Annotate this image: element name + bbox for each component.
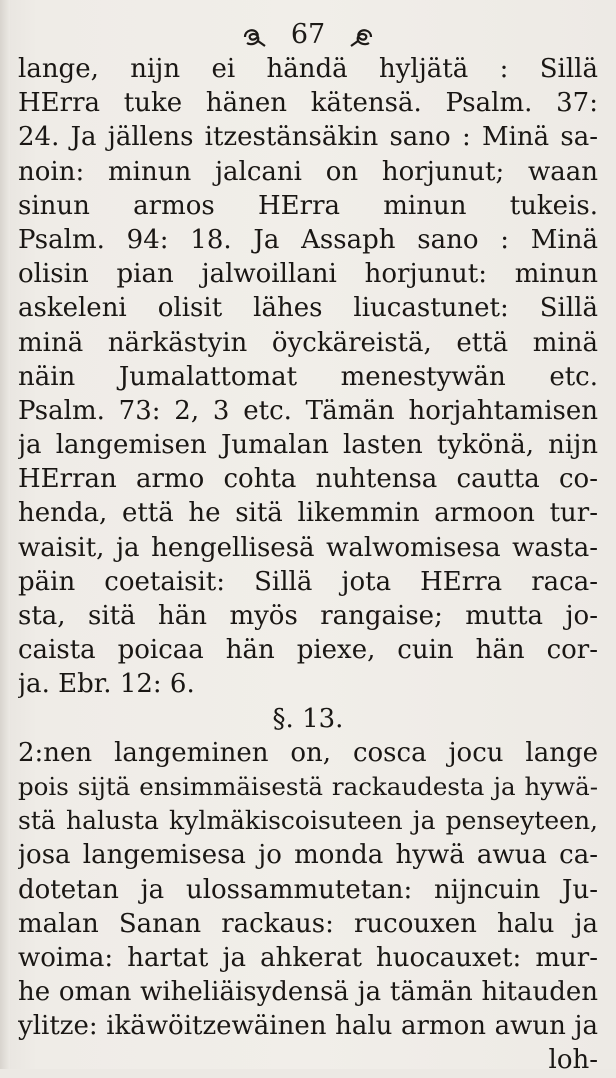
text-line: pois sijtä ensimmäisestä rackaudesta ja hywä-	[18, 771, 598, 801]
text-line: HErran armo cohta nuhtensa cautta co-	[18, 464, 598, 495]
text-line: sinun armos HErra minun tukeis.	[18, 190, 598, 221]
text-line: josa langemisesa jo monda hywä awua ca-	[18, 840, 598, 871]
text-line: olisin pian jalwoillani horjunut: minun	[18, 259, 598, 290]
text-line: näin Jumalattomat menestywän etc.	[18, 361, 598, 392]
text-line: 24. Ja jällens itzestänsäkin sano : Minä sa-	[18, 122, 598, 153]
text-line: waisit, ja hengellisesä walwomisesa wasta-	[18, 532, 598, 563]
text-line: malan Sanan rackaus: rucouxen halu ja	[18, 908, 598, 939]
catchword: loh-	[548, 1045, 598, 1076]
text-line: Psalm. 94: 18. Ja Assaph sano : Minä	[18, 224, 598, 255]
text-line: caista poicaa hän piexe, cuin hän cor-	[18, 635, 598, 666]
right-ornament-icon	[348, 24, 374, 46]
left-ornament-icon	[242, 24, 268, 46]
text-line: minä närkästyin öyckäreistä, että minä	[18, 327, 598, 358]
page-binding-edge	[0, 0, 10, 1069]
text-line: lange, nijn ei händä hyljätä : Sillä	[18, 54, 598, 84]
text-line: Psalm. 73: 2, 3 etc. Tämän horjahtamisen	[18, 395, 598, 426]
text-line: he oman wiheliäisydensä ja tämän hitauden	[18, 977, 598, 1008]
text-line: stä halusta kylmäkiscoisuteen ja penseyteen,	[18, 806, 598, 836]
text-line: ja. Ebr. 12: 6.	[18, 669, 195, 700]
text-line: päin coetaisit: Sillä jota HErra raca-	[18, 566, 598, 597]
text-line: ylitze: ikäwöitzewäinen halu armon awun ja	[18, 1011, 598, 1042]
text-line: henda, että he sitä likemmin armoon tur-	[18, 498, 598, 529]
page-number: 67	[290, 19, 326, 50]
text-line: sta, sitä hän myös rangaise; mutta jo-	[18, 601, 598, 631]
section-heading: §. 13.	[272, 703, 344, 734]
body-text	[18, 52, 598, 1078]
text-line: noin: minun jalcani on horjunut; waan	[18, 156, 598, 187]
text-line: 2:nen langeminen on, cosca jocu lange	[18, 737, 598, 768]
text-line: HErra tuke hänen kätensä. Psalm. 37:	[18, 88, 598, 119]
text-line: dotetan ja ulossammutetan: nijncuin Ju-	[18, 874, 598, 905]
text-line: ja langemisen Jumalan lasten tykönä, nijn	[18, 430, 598, 461]
text-line: woima: hartat ja ahkerat huocauxet: mur-	[18, 942, 598, 973]
text-line: askeleni olisit lähes liucastunet: Sillä	[18, 293, 598, 324]
